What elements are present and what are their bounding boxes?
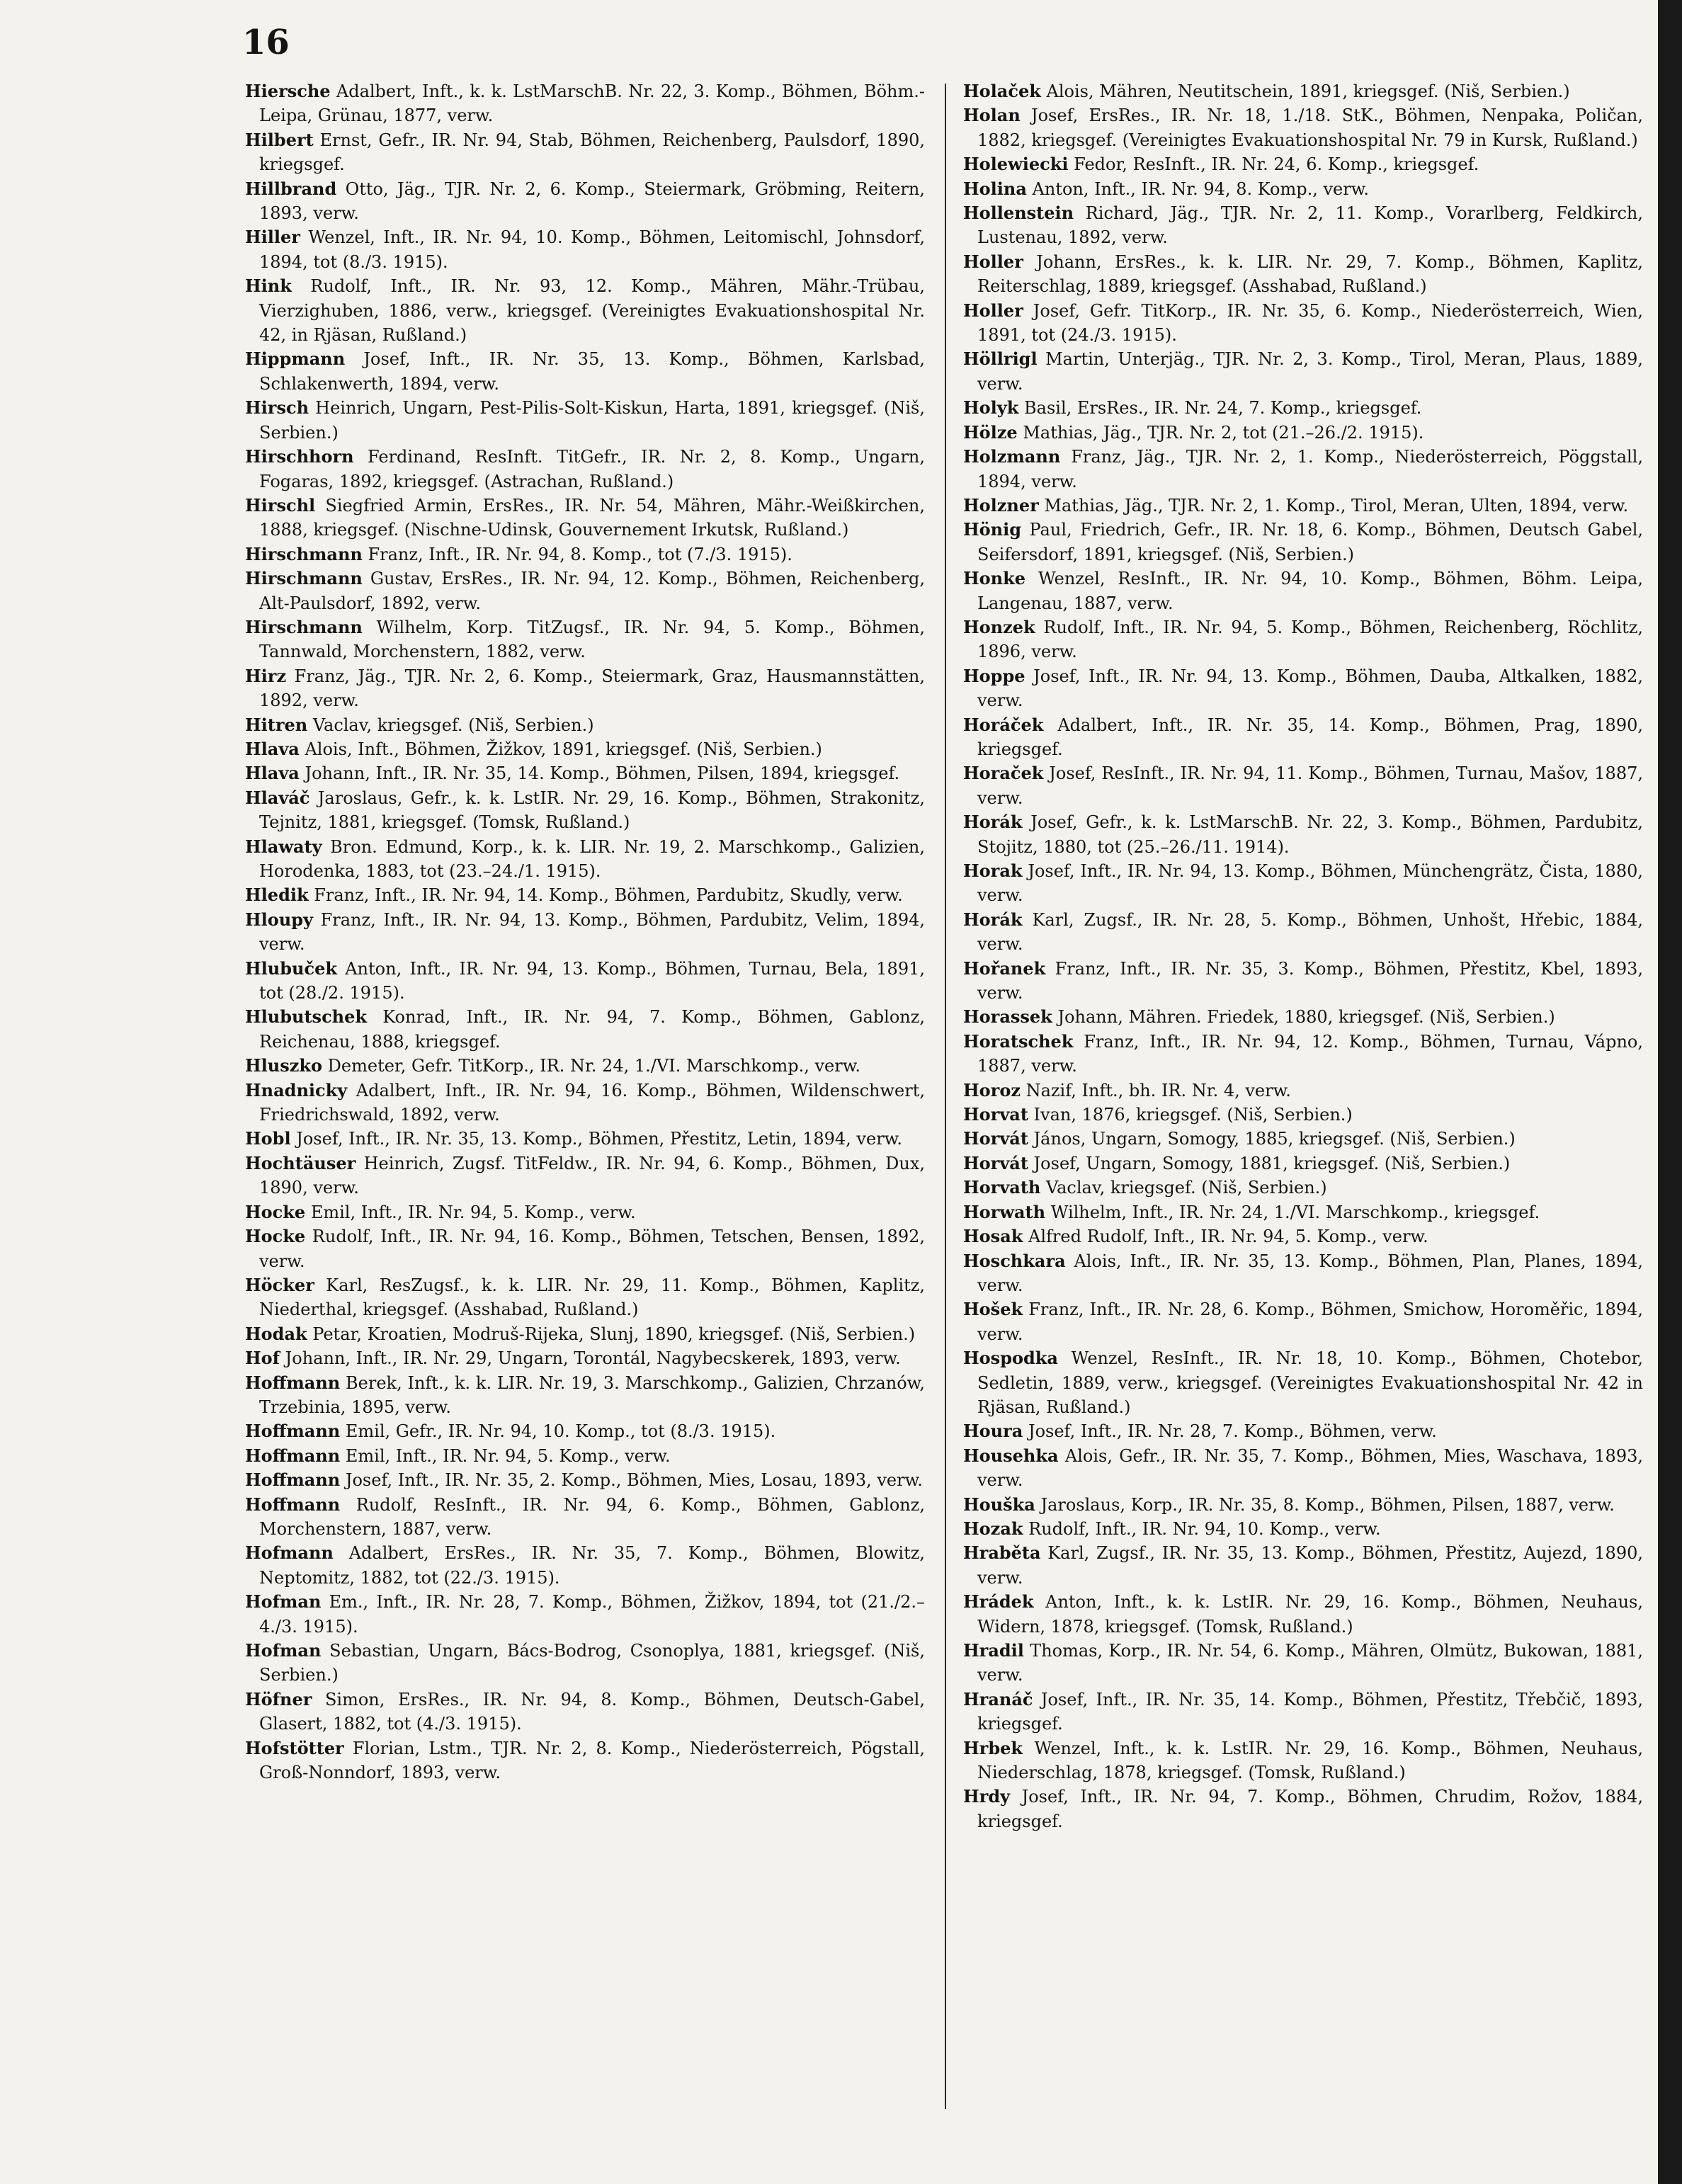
entry-surname: Holina [963,178,1027,199]
entry-surname: Hofman [245,1591,322,1613]
entry-details: Ferdinand, ResInft. TitGefr., IR. Nr. 2, 8. Komp., Ungarn, Fogaras, 1892, kriegsgef. (Astrachan, Rußland.) [259,447,925,491]
entry-details: Alois, Inft., IR. Nr. 35, 13. Komp., Böhmen, Plan, Planes, 1894, verw. [977,1251,1643,1295]
entry-details: Alois, Mähren, Neutitschein, 1891, kriegsgef. (Niš, Serbien.) [1040,81,1570,101]
entry [963,1224,1643,1249]
entry-details: Rudolf, Inft., IR. Nr. 93, 12. Komp., Mähren, Mähr.-Trübau, Vierzighuben, 1886, verw., kriegsgef. (Vereinigtes Evakuationshospital Nr. 42, in Rjäsan, Rußland.) [259,276,925,346]
entry-details: Franz, Inft., IR. Nr. 94, 14. Komp., Böhmen, Pardubitz, Skudly, verw. [308,885,903,906]
entry-surname: Honke [963,568,1026,589]
entry [245,1639,925,1688]
entry-details: Heinrich, Zugsf. TitFeldw., IR. Nr. 94, 6. Komp., Böhmen, Dux, 1890, verw. [259,1153,925,1198]
entry-details: Josef, Inft., IR. Nr. 28, 7. Komp., Böhmen, verw. [1023,1421,1437,1442]
entry [963,445,1643,494]
entry-details: Karl, Zugsf., IR. Nr. 28, 5. Komp., Böhmen, Unhošt, Hřebic, 1884, verw. [977,909,1643,955]
entry-surname: Hobl [245,1128,291,1149]
entry-details: Wilhelm, Inft., IR. Nr. 24, 1./VI. Marschkomp., kriegsgef. [1045,1202,1540,1222]
entry-surname: Hlubuček [245,957,337,979]
entry-details: Alois, Inft., Böhmen, Žižkov, 1891, kriegsgef. (Niš, Serbien.) [299,739,822,759]
entry-surname: Househka [963,1445,1059,1466]
entry [963,1127,1643,1151]
entry-surname: Horák [963,909,1023,930]
entry [245,1079,925,1127]
entry-surname: Hrbek [963,1737,1023,1758]
entry-surname: Horvát [963,1128,1028,1149]
entry [245,1054,925,1078]
entry-details: Fedor, ResInft., IR. Nr. 24, 6. Komp., kriegsgef. [1068,154,1479,175]
entry-details: Bron. Edmund, Korp., k. k. LIR. Nr. 19, 2. Marschkomp., Galizien, Horodenka, 1883, tot (23.–24./1. 1915). [259,836,925,881]
entry [245,79,925,128]
entry [245,494,925,542]
entry-details: Josef, ResInft., IR. Nr. 94, 11. Komp., Böhmen, Turnau, Mašov, 1887, verw. [977,763,1643,808]
entry-details: Vaclav, kriegsgef. (Niš, Serbien.) [1040,1178,1327,1198]
entry [963,494,1643,518]
entry-surname: Hoschkara [963,1250,1066,1271]
entry-surname: Hitren [245,714,308,735]
entry [245,1151,925,1200]
entry [963,664,1643,713]
entry [963,1419,1643,1443]
entry [245,883,925,907]
entry-details: Nazif, Inft., bh. IR. Nr. 4, verw. [1020,1080,1291,1100]
entry [963,859,1643,908]
entry [963,250,1643,299]
entry [245,1371,925,1420]
column-divider [945,84,946,2109]
entry [245,225,925,274]
entry-details: Franz, Inft., IR. Nr. 94, 13. Komp., Böhmen, Pardubitz, Velim, 1894, verw. [259,909,925,955]
entry-details: Em., Inft., IR. Nr. 28, 7. Komp., Böhmen, Žižkov, 1894, tot (21./2.–4./3. 1915). [259,1592,925,1637]
entry-surname: Hof [245,1348,280,1369]
entry-surname: Horassek [963,1006,1052,1028]
entry-surname: Horvat [963,1104,1028,1125]
entry-details: Karl, Zugsf., IR. Nr. 35, 13. Komp., Böhmen, Přestitz, Aujezd, 1890, verw. [977,1543,1643,1588]
entry [963,1639,1643,1688]
entry-details: Josef, Inft., IR. Nr. 94, 7. Komp., Böhmen, Chrudim, Rožov, 1884, kriegsgef. [977,1787,1643,1831]
entry [245,1590,925,1639]
entry [963,1493,1643,1517]
entry-surname: Holyk [963,397,1019,419]
entry [245,347,925,396]
entry [963,79,1643,103]
entry-surname: Hluszko [245,1055,323,1076]
entry [963,1103,1643,1127]
entry-surname: Höcker [245,1274,314,1295]
entry-surname: Holler [963,251,1023,272]
entry [963,1785,1643,1833]
entry-surname: Horaček [963,763,1044,784]
entry-details: Richard, Jäg., TJR. Nr. 2, 11. Komp., Vorarlberg, Feldkirch, Lustenau, 1892, verw. [977,203,1643,248]
entry [963,567,1643,615]
left-column [245,79,925,1785]
entry-details: Jaroslaus, Gefr., k. k. LstIR. Nr. 29, 16. Komp., Böhmen, Strakonitz, Tejnitz, 1881, kriegsgef. (Tomsk, Rußland.) [259,787,925,833]
entry-details: Josef, Inft., IR. Nr. 35, 13. Komp., Böhmen, Karlsbad, Schlakenwerth, 1894, verw. [259,349,925,394]
entry-details: Anton, Inft., IR. Nr. 94, 8. Komp., verw. [1026,178,1370,199]
entry-surname: Hlava [245,763,300,784]
entry-details: Berek, Inft., k. k. LIR. Nr. 19, 3. Marschkomp., Galizien, Chrzanów, Trzebinia, 1895, verw. [259,1372,925,1417]
entry-surname: Hönig [963,519,1022,540]
entry [963,1151,1643,1176]
entry [245,615,925,664]
entry [245,761,925,785]
entry-details: Martin, Unterjäg., TJR. Nr. 2, 3. Komp., Tirol, Meran, Plaus, 1889, verw. [977,349,1643,394]
entry [963,810,1643,859]
entry-details: Rudolf, Inft., IR. Nr. 94, 5. Komp., Böhmen, Reichenberg, Röchlitz, 1896, verw. [977,617,1643,662]
entry-surname: Horák [963,812,1023,833]
entry-details: János, Ungarn, Somogy, 1885, kriegsgef. (Niš, Serbien.) [1028,1129,1516,1149]
entry-details: Franz, Jäg., TJR. Nr. 2, 6. Komp., Steiermark, Graz, Hausmannstätten, 1892, verw. [259,666,925,711]
entry-surname: Hlubutschek [245,1006,368,1028]
entry [245,567,925,615]
entry [245,445,925,494]
entry-details: Adalbert, ErsRes., IR. Nr. 35, 7. Komp., Böhmen, Blowitz, Neptomitz, 1882, tot (22./3. 1915). [259,1543,925,1588]
entry-details: Wilhelm, Korp. TitZugsf., IR. Nr. 94, 5. Komp., Böhmen, Tannwald, Morchenstern, 1882, verw. [259,617,925,662]
entry-details: Wenzel, Inft., k. k. LstIR. Nr. 29, 16. Komp., Böhmen, Neuhaus, Niederschlag, 1878, kriegsgef. (Tomsk, Rußland.) [977,1738,1643,1783]
entry-details: Alfred Rudolf, Inft., IR. Nr. 94, 5. Komp., verw. [1023,1227,1428,1247]
entry-surname: Horwath [963,1201,1046,1222]
entry-details: Johann, Mähren. Friedek, 1880, kriegsgef. (Niš, Serbien.) [1052,1007,1555,1028]
entry [245,908,925,957]
entry [245,1541,925,1590]
entry [245,957,925,1006]
entry-details: Jaroslaus, Korp., IR. Nr. 35, 8. Komp., Böhmen, Pilsen, 1887, verw. [1035,1494,1615,1515]
entry-surname: Horoz [963,1079,1021,1100]
entry-details: Adalbert, Inft., IR. Nr. 94, 16. Komp., Böhmen, Wildenschwert, Friedrichswald, 1892, verw. [259,1080,925,1125]
right-column [963,79,1643,1833]
entry [963,421,1643,445]
entry [963,177,1643,201]
entry-details: Gustav, ErsRes., IR. Nr. 94, 12. Komp., Böhmen, Reichenberg, Alt-Paulsdorf, 1892, verw. [259,569,925,613]
entry [245,396,925,445]
entry [963,1297,1643,1346]
entry-surname: Hirschmann [245,616,363,637]
entry-details: Siegfried Armin, ErsRes., IR. Nr. 54, Mähren, Mähr.-Weißkirchen, 1888, kriegsgef. (Nischne-Udinsk, Gouvernement Irkutsk, Rußland.) [259,495,925,540]
entry-details: Mathias, Jäg., TJR. Nr. 2, 1. Komp., Tirol, Meran, Ulten, 1894, verw. [1038,495,1629,516]
entry-surname: Hloupy [245,909,313,930]
entry [963,1200,1643,1224]
entry [245,1005,925,1054]
entry-surname: Horvát [963,1152,1028,1173]
entry-surname: Hirschl [245,494,316,516]
entry-details: Paul, Friedrich, Gefr., IR. Nr. 18, 6. Komp., Böhmen, Deutsch Gabel, Seifersdorf, 1891, kriegsgef. (Niš, Serbien.) [977,520,1643,564]
entry-surname: Holan [963,105,1021,126]
entry-surname: Holzner [963,494,1039,516]
entry-surname: Hofman [245,1640,322,1661]
entry-details: Franz, Inft., IR. Nr. 28, 6. Komp., Böhmen, Smichow, Horoměřic, 1894, verw. [977,1299,1643,1344]
entry-details: Emil, Inft., IR. Nr. 94, 5. Komp., verw. [340,1445,671,1466]
entry-details: Emil, Gefr., IR. Nr. 94, 10. Komp., tot (8./3. 1915). [340,1421,776,1442]
entry-details: Franz, Inft., IR. Nr. 35, 3. Komp., Böhmen, Přestitz, Kbel, 1893, verw. [977,958,1643,1003]
entry [963,1346,1643,1419]
entry [963,1736,1643,1785]
entry [245,1444,925,1468]
entry-surname: Hoffmann [245,1421,341,1442]
entry-details: Josef, Ungarn, Somogy, 1881, kriegsgef. (Niš, Serbien.) [1028,1153,1511,1173]
entry-details: Adalbert, Inft., k. k. LstMarschB. Nr. 22, 3. Komp., Böhmen, Böhm.-Leipa, Grünau, 1877, verw. [259,81,925,126]
entry [963,908,1643,957]
entry-details: Anton, Inft., IR. Nr. 94, 13. Komp., Böhmen, Turnau, Bela, 1891, tot (28./2. 1915). [259,958,925,1003]
entry-details: Demeter, Gefr. TitKorp., IR. Nr. 24, 1./VI. Marschkomp., verw. [322,1056,861,1076]
entry-surname: Honzek [963,616,1035,637]
entry-surname: Horáček [963,714,1044,735]
entry-surname: Hofmann [245,1542,334,1564]
entry-details: Basil, ErsRes., IR. Nr. 24, 7. Komp., kriegsgef. [1018,398,1422,419]
entry-details: Alois, Gefr., IR. Nr. 35, 7. Komp., Böhmen, Mies, Waschava, 1893, verw. [977,1445,1643,1491]
entry-details: Josef, Inft., IR. Nr. 94, 13. Komp., Böhmen, Dauba, Altkalken, 1882, verw. [977,666,1643,711]
entry-surname: Houra [963,1421,1023,1442]
entry [963,518,1643,567]
entry [963,299,1643,348]
entry [963,1541,1643,1590]
entry [245,1419,925,1443]
entry-details: Ernst, Gefr., IR. Nr. 94, Stab, Böhmen, Reichenberg, Paulsdorf, 1890, kriegsgef. [259,130,925,175]
entry-surname: Hlaváč [245,787,310,808]
entry-details: Josef, Gefr., k. k. LstMarschB. Nr. 22, 3. Komp., Böhmen, Pardubitz, Stojitz, 1880, tot (25.–26./11. 1914). [977,812,1643,857]
entry-details: Franz, Jäg., TJR. Nr. 2, 1. Komp., Niederösterreich, Pöggstall, 1894, verw. [977,447,1643,491]
entry [245,835,925,884]
entry [963,347,1643,396]
entry-details: Josef, Inft., IR. Nr. 35, 2. Komp., Böhmen, Mies, Losau, 1893, verw. [340,1470,923,1491]
entry [963,1030,1643,1079]
entry [963,103,1643,152]
entry-surname: Hořanek [963,957,1046,979]
entry-surname: Hiller [245,227,300,248]
entry [245,1273,925,1322]
entry [963,1176,1643,1200]
entry [245,1322,925,1346]
entry-surname: Hollenstein [963,203,1074,224]
entry-surname: Hraběta [963,1542,1041,1564]
entry-details: Rudolf, Inft., IR. Nr. 94, 10. Komp., verw. [1023,1518,1381,1539]
entry [245,786,925,835]
entry-surname: Hoffmann [245,1494,341,1515]
entry [245,274,925,347]
entry-surname: Holzmann [963,446,1061,467]
entry-surname: Hrdy [963,1786,1011,1807]
entry-details: Vaclav, kriegsgef. (Niš, Serbien.) [307,715,594,735]
entry-details: Sebastian, Ungarn, Bács-Bodrog, Csonoplya, 1881, kriegsgef. (Niš, Serbien.) [259,1641,925,1685]
entry-surname: Holler [963,300,1023,321]
entry-surname: Hillbrand [245,178,337,199]
entry [245,1224,925,1273]
entry [245,1736,925,1785]
entry-surname: Hirz [245,665,287,686]
entry [963,1005,1643,1029]
entry-surname: Hochtäuser [245,1152,356,1173]
entry-surname: Hofstötter [245,1737,344,1758]
entry [245,737,925,761]
entry-details: Wenzel, ResInft., IR. Nr. 18, 10. Komp., Böhmen, Chotebor, Sedletin, 1889, verw., kriegsgef. (Vereinigtes Evakuationshospital Nr. 42 in Rjäsan, Rußland.) [977,1348,1643,1417]
entry-details: Otto, Jäg., TJR. Nr. 2, 6. Komp., Steiermark, Gröbming, Reitern, 1893, verw. [259,178,925,224]
entry-surname: Hosak [963,1226,1023,1247]
entry-surname: Hledik [245,885,309,906]
entry [963,1517,1643,1541]
entry [963,1444,1643,1493]
entry [245,1688,925,1736]
entry [963,761,1643,810]
entry [963,957,1643,1006]
entry-surname: Hocke [245,1226,306,1247]
entry [245,664,925,713]
entry [245,542,925,567]
entry [245,1468,925,1492]
entry-surname: Hoppe [963,665,1025,686]
entry-surname: Hozak [963,1518,1023,1539]
entry [963,615,1643,664]
entry-details: Petar, Kroatien, Modruš-Rijeka, Slunj, 1890, kriegsgef. (Niš, Serbien.) [307,1324,916,1344]
entry [963,201,1643,250]
entry-surname: Hoffmann [245,1469,341,1491]
entry-details: Karl, ResZugsf., k. k. LIR. Nr. 29, 11. Komp., Böhmen, Kaplitz, Niederthal, kriegsgef. (Asshabad, Rußland.) [259,1275,925,1320]
entry [963,1249,1643,1298]
entry [245,1200,925,1224]
entry-details: Konrad, Inft., IR. Nr. 94, 7. Komp., Böhmen, Gablonz, Reichenau, 1888, kriegsgef. [259,1007,925,1052]
entry-surname: Hlava [245,738,300,759]
entry-details: Rudolf, ResInft., IR. Nr. 94, 6. Komp., Böhmen, Gablonz, Morchenstern, 1887, verw. [259,1494,925,1539]
entry-details: Rudolf, Inft., IR. Nr. 94, 16. Komp., Böhmen, Tetschen, Bensen, 1892, verw. [259,1227,925,1271]
entry-details: Wenzel, ResInft., IR. Nr. 94, 10. Komp., Böhmen, Böhm. Leipa, Langenau, 1887, verw. [977,569,1643,613]
entry [245,177,925,226]
entry-details: Adalbert, Inft., IR. Nr. 35, 14. Komp., Böhmen, Prag, 1890, kriegsgef. [977,715,1643,759]
entry-surname: Hölze [963,421,1018,443]
entry-details: Florian, Lstm., TJR. Nr. 2, 8. Komp., Niederösterreich, Pögstall, Groß-Nonndorf, 1893, verw. [259,1738,925,1783]
entry-details: Johann, Inft., IR. Nr. 29, Ungarn, Torontál, Nagybecskerek, 1893, verw. [280,1348,901,1369]
entry-surname: Hink [245,275,292,297]
entry-details: Josef, ErsRes., IR. Nr. 18, 1./18. StK., Böhmen, Nenpaka, Poličan, 1882, kriegsgef. (Vereinigtes Evakuationshospital Nr. 79 in Kursk, Rußland.) [977,106,1643,150]
page-number: 16 [242,23,290,62]
entry-details: Franz, Inft., IR. Nr. 94, 12. Komp., Böhmen, Turnau, Vápno, 1887, verw. [977,1031,1643,1076]
entry [963,1590,1643,1639]
entry-details: Josef, Inft., IR. Nr. 35, 14. Komp., Böhmen, Přestitz, Třebčič, 1893, kriegsgef. [977,1689,1643,1734]
entry-surname: Hošek [963,1299,1023,1320]
entry [963,1688,1643,1736]
entry-surname: Hranáč [963,1688,1033,1710]
entry-surname: Hirsch [245,397,309,419]
entry-surname: Höfner [245,1688,312,1710]
entry-surname: Horak [963,860,1023,881]
entry-details: Simon, ErsRes., IR. Nr. 94, 8. Komp., Böhmen, Deutsch-Gabel, Glasert, 1882, tot (4./3. 1915). [259,1689,925,1734]
entry-surname: Höllrigl [963,348,1038,370]
entry [245,128,925,177]
entry-details: Anton, Inft., k. k. LstIR. Nr. 29, 16. Komp., Böhmen, Neuhaus, Widern, 1878, kriegsgef. (Tomsk, Rußland.) [977,1592,1643,1637]
entry [245,1127,925,1151]
entry-surname: Hirschhorn [245,446,354,467]
entry-details: Josef, Gefr. TitKorp., IR. Nr. 35, 6. Komp., Niederösterreich, Wien, 1891, tot (24./3. 1915). [977,300,1643,346]
entry [963,396,1643,420]
entry-details: Johann, Inft., IR. Nr. 35, 14. Komp., Böhmen, Pilsen, 1894, kriegsgef. [299,763,900,784]
entry-details: Ivan, 1876, kriegsgef. (Niš, Serbien.) [1028,1105,1353,1125]
entry-surname: Hradil [963,1640,1024,1661]
entry-surname: Hospodka [963,1348,1058,1369]
entry-details: Mathias, Jäg., TJR. Nr. 2, tot (21.–26./2. 1915). [1017,422,1424,443]
scan-edge [1658,0,1682,2184]
entry [245,1346,925,1370]
entry-surname: Hiersche [245,81,331,101]
entry-surname: Hoffmann [245,1445,341,1466]
entry-surname: Hilbert [245,129,314,150]
entry-surname: Holewiecki [963,154,1069,175]
entry-surname: Houška [963,1494,1035,1515]
entry [963,152,1643,176]
entry-details: Heinrich, Ungarn, Pest-Pilis-Solt-Kiskun, Harta, 1891, kriegsgef. (Niš, Serbien.) [259,398,925,443]
entry [963,713,1643,762]
entry-details: Wenzel, Inft., IR. Nr. 94, 10. Komp., Böhmen, Leitomischl, Johnsdorf, 1894, tot (8./3. 1915). [259,227,925,272]
entry-details: Josef, Inft., IR. Nr. 35, 13. Komp., Böhmen, Přestitz, Letin, 1894, verw. [290,1129,902,1149]
entry-surname: Hodak [245,1323,307,1344]
entry-surname: Hrádek [963,1591,1034,1613]
entry-details: Josef, Inft., IR. Nr. 94, 13. Komp., Böhmen, Münchengrätz, Čista, 1880, verw. [977,861,1643,906]
entry-surname: Horvath [963,1177,1041,1198]
entry-details: Franz, Inft., IR. Nr. 94, 8. Komp., tot (7./3. 1915). [362,544,792,564]
entry-details: Johann, ErsRes., k. k. LIR. Nr. 29, 7. Komp., Böhmen, Kaplitz, Reiterschlag, 1889, kriegsgef. (Asshabad, Rußland.) [977,251,1643,297]
entry [245,1493,925,1542]
entry-surname: Hirschmann [245,543,363,564]
entry-details: Thomas, Korp., IR. Nr. 54, 6. Komp., Mähren, Olmütz, Bukowan, 1881, verw. [977,1641,1643,1685]
entry-surname: Holaček [963,81,1041,101]
entry-surname: Hlawaty [245,836,322,857]
entry-details: Emil, Inft., IR. Nr. 94, 5. Komp., verw. [305,1202,636,1222]
entry-surname: Hnadnicky [245,1079,348,1100]
entry [245,713,925,737]
entry-surname: Hoffmann [245,1372,341,1393]
entry-surname: Hocke [245,1201,306,1222]
entry-surname: Horatschek [963,1030,1074,1052]
entry-surname: Hirschmann [245,568,363,589]
entry-surname: Hippmann [245,348,346,370]
entry [963,1079,1643,1103]
